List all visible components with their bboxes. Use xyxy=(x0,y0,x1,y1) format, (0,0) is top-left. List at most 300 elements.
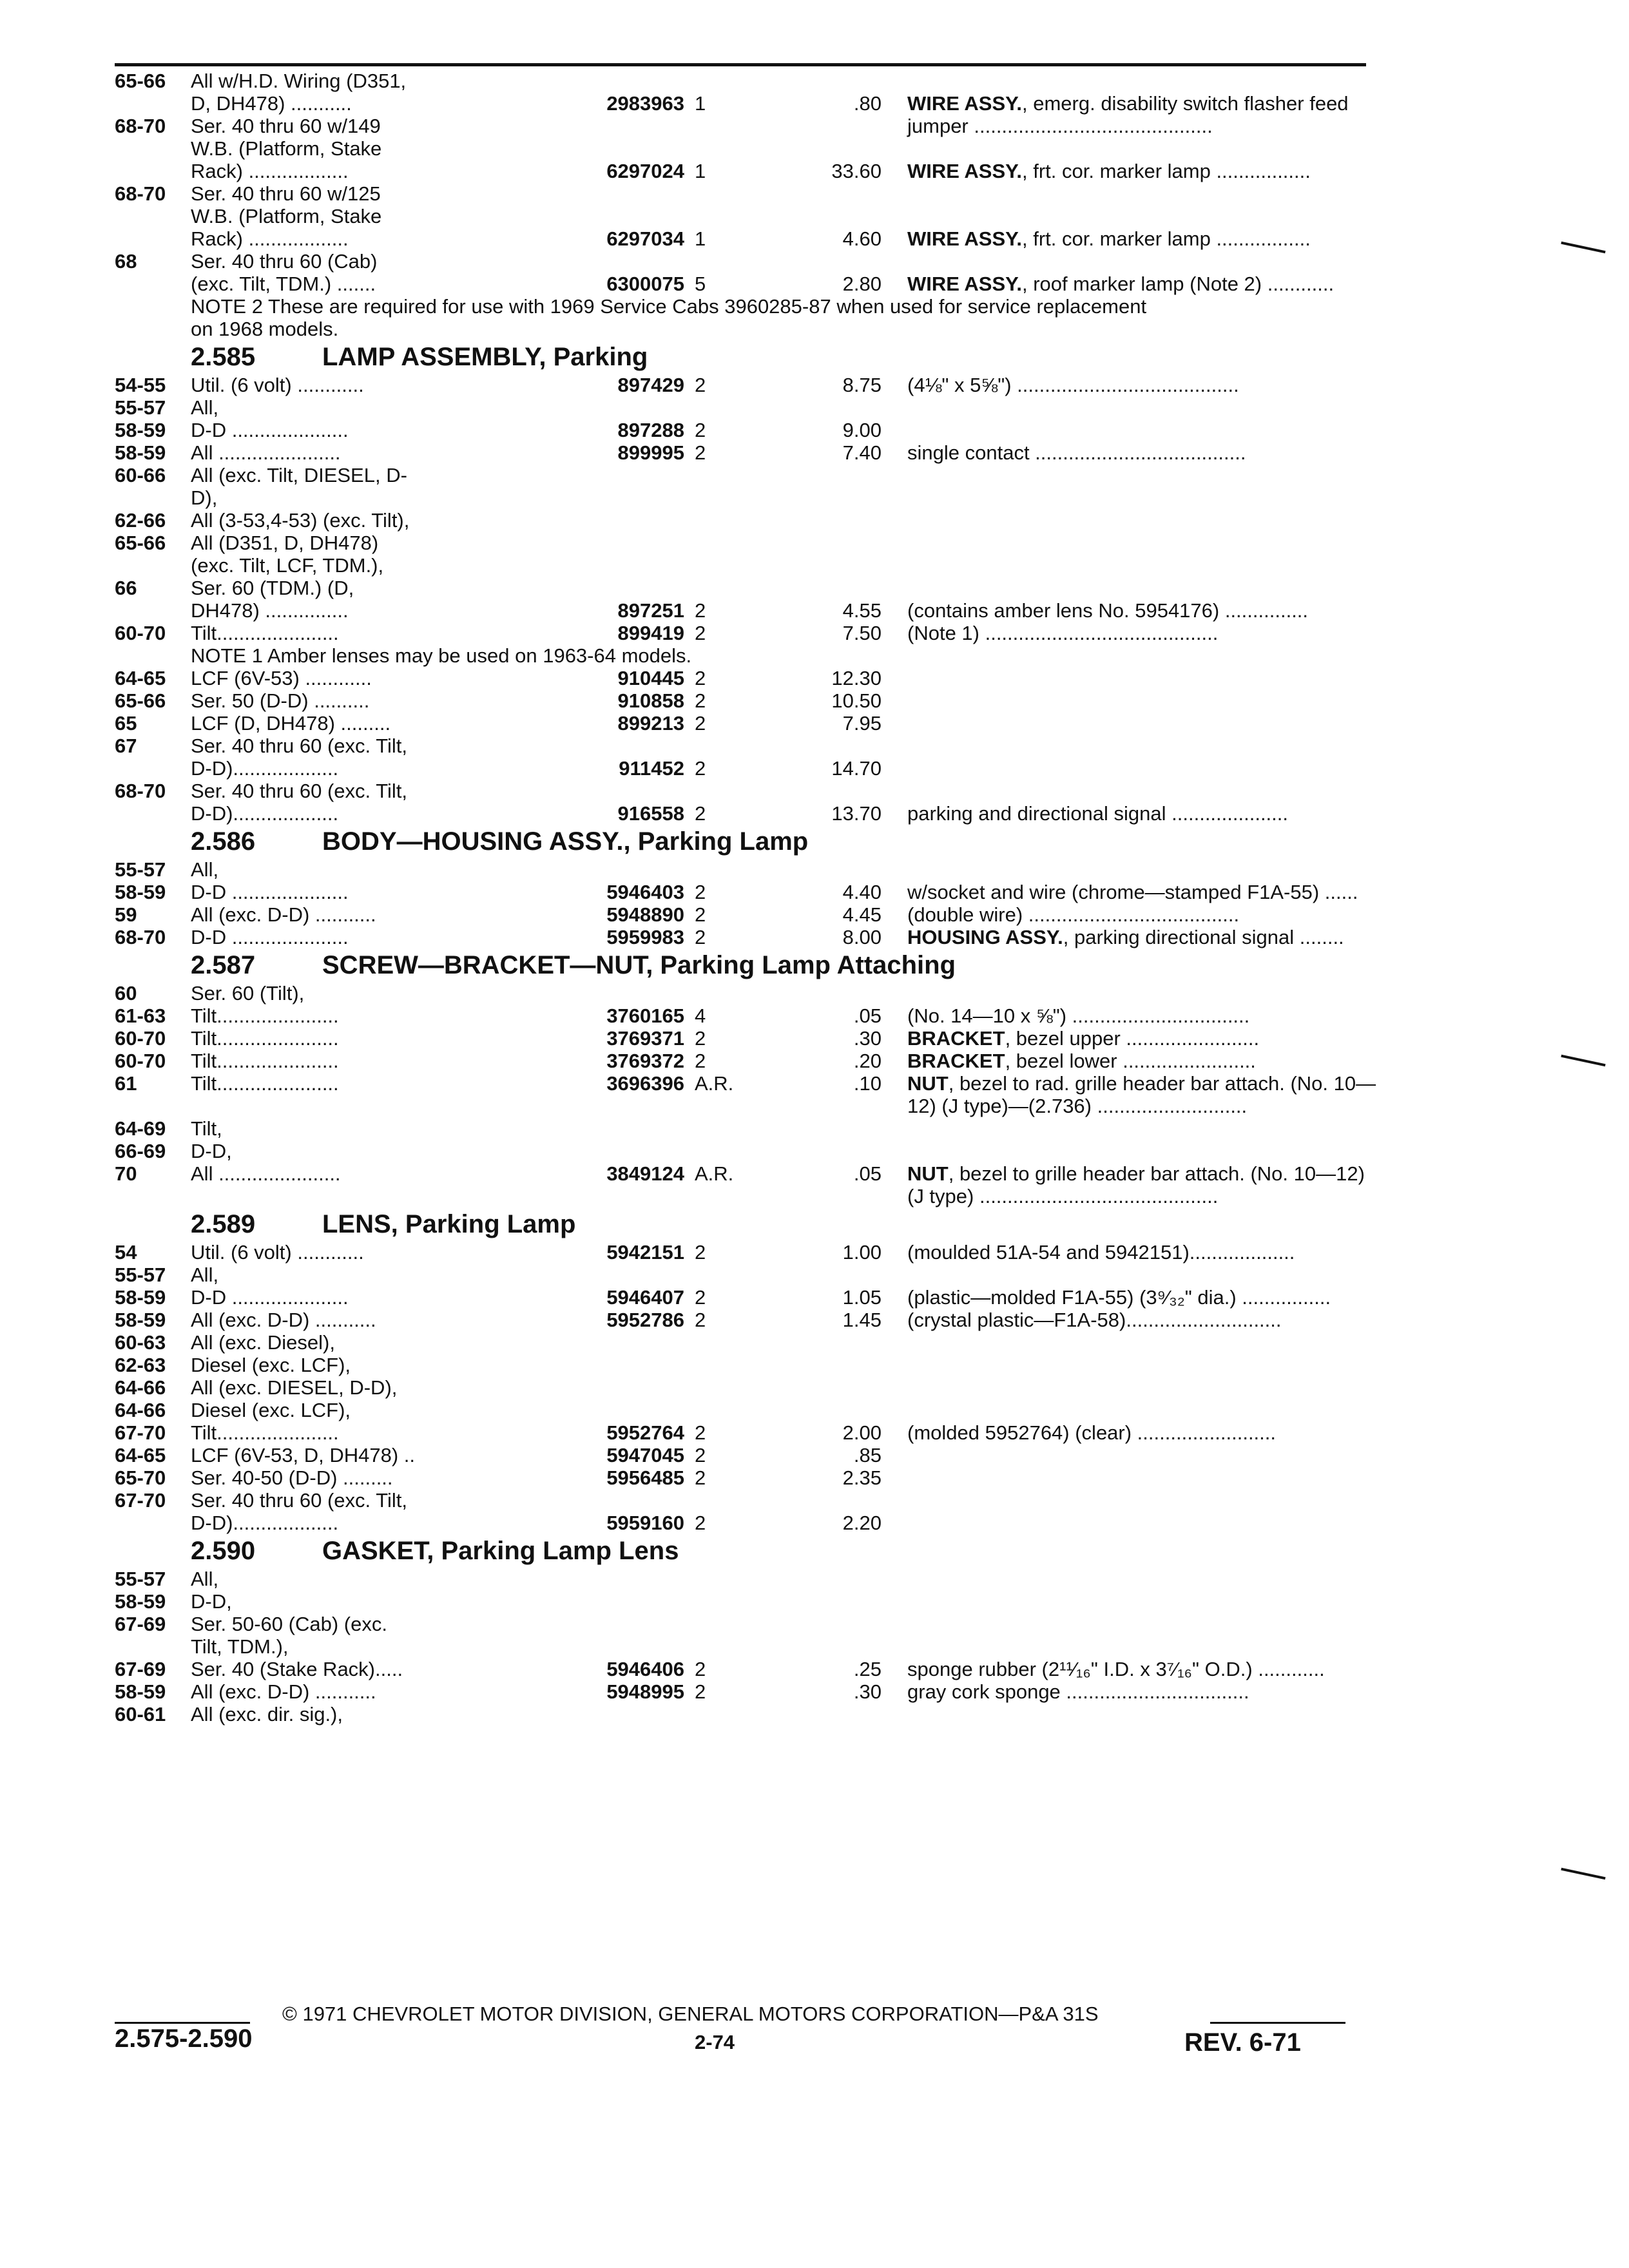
application: Ser. 50-60 (Cab) (exc. xyxy=(191,1613,387,1635)
page-number: 2-74 xyxy=(695,2031,735,2053)
parts-row xyxy=(115,1703,1365,1725)
model-years: 60-70 xyxy=(115,1050,166,1072)
parts-row xyxy=(115,441,1365,464)
margin-mark xyxy=(1561,1055,1605,1066)
parts-row xyxy=(115,70,1365,92)
remarks xyxy=(907,1421,1276,1444)
part-number: 897288 xyxy=(617,419,684,441)
section-title: SCREW—BRACKET—NUT, Parking Lamp Attaching xyxy=(322,951,956,979)
application: W.B. (Platform, Stake xyxy=(191,137,382,160)
quantity: 2 xyxy=(695,1286,706,1309)
remarks xyxy=(907,273,1334,295)
application: LCF (D, DH478) ......... xyxy=(191,712,391,735)
part-number: 5952764 xyxy=(606,1421,684,1444)
remarks-text: single contact ...................................... xyxy=(907,441,1246,464)
quantity: 2 xyxy=(695,757,706,780)
price: 2.80 xyxy=(842,273,882,295)
remarks xyxy=(907,115,1213,137)
application: Tilt...................... xyxy=(191,622,339,644)
application: D-D)................... xyxy=(191,757,339,780)
application: Ser. 40 thru 60 w/149 xyxy=(191,115,381,137)
part-number: 5948890 xyxy=(606,903,684,926)
remarks-text: , bezel to rad. grille header bar attach. (No. 10— xyxy=(948,1072,1376,1095)
item-name: NUT xyxy=(907,1162,949,1185)
remarks xyxy=(907,1286,1331,1309)
parts-row xyxy=(115,735,1365,757)
model-years: 54 xyxy=(115,1241,137,1264)
model-years: 67 xyxy=(115,735,137,757)
remarks xyxy=(907,1072,1376,1095)
quantity: 2 xyxy=(695,1027,706,1050)
price: 4.45 xyxy=(842,903,882,926)
parts-row xyxy=(115,1376,1365,1399)
parts-row xyxy=(115,599,1365,622)
remarks-text: (crystal plastic—F1A-58)............................ xyxy=(907,1309,1282,1331)
application: D-D)................... xyxy=(191,802,339,825)
application: All (3-53,4-53) (exc. Tilt), xyxy=(191,509,410,532)
parts-row xyxy=(115,1050,1365,1072)
remarks xyxy=(907,1095,1247,1117)
application: Ser. 40 thru 60 (exc. Tilt, xyxy=(191,1489,407,1512)
price: 33.60 xyxy=(831,160,882,182)
application: All (exc. DIESEL, D-D), xyxy=(191,1376,398,1399)
model-years: 68-70 xyxy=(115,780,166,802)
application: Ser. 40 thru 60 w/125 xyxy=(191,182,381,205)
price: 7.95 xyxy=(842,712,882,735)
parts-row xyxy=(115,1590,1365,1613)
remarks-text: , frt. cor. marker lamp ................. xyxy=(1022,160,1311,182)
model-years: 66-69 xyxy=(115,1140,166,1162)
parts-row xyxy=(115,137,1365,160)
remarks xyxy=(907,881,1358,903)
model-years: 65 xyxy=(115,712,137,735)
footer-rule-right xyxy=(1210,2022,1345,2024)
parts-row xyxy=(115,1489,1365,1512)
remarks xyxy=(907,1309,1282,1331)
quantity: 2 xyxy=(695,802,706,825)
remarks xyxy=(907,903,1239,926)
part-number: 3769371 xyxy=(606,1027,684,1050)
application: Ser. 60 (Tilt), xyxy=(191,982,305,1004)
parts-row xyxy=(115,532,1365,554)
model-years: 60-61 xyxy=(115,1703,166,1725)
section-number: 2.586 xyxy=(191,827,256,856)
remarks-text: sponge rubber (2¹¹⁄₁₆" I.D. x 3⁷⁄₁₆" O.D.) ............ xyxy=(907,1658,1325,1680)
parts-row xyxy=(115,160,1365,182)
quantity: 2 xyxy=(695,599,706,622)
model-years: 66 xyxy=(115,577,137,599)
parts-row xyxy=(115,250,1365,273)
application: All (exc. Diesel), xyxy=(191,1331,335,1354)
price: 9.00 xyxy=(842,419,882,441)
application: (exc. Tilt, TDM.) ....... xyxy=(191,273,376,295)
parts-row xyxy=(115,227,1365,250)
part-number: 5959160 xyxy=(606,1512,684,1534)
model-years: 58-59 xyxy=(115,881,166,903)
part-number: 6297024 xyxy=(606,160,684,182)
parts-row xyxy=(115,1072,1376,1095)
model-years: 55-57 xyxy=(115,1568,166,1590)
part-number: 5946407 xyxy=(606,1286,684,1309)
quantity: 2 xyxy=(695,926,706,948)
parts-row xyxy=(115,1264,1365,1286)
footer-rule-left xyxy=(115,2022,250,2024)
application: D-D ..................... xyxy=(191,419,349,441)
model-years: 65-70 xyxy=(115,1466,166,1489)
remarks xyxy=(907,599,1308,622)
remarks-text: 12) (J type)—(2.736) ........................... xyxy=(907,1095,1248,1117)
model-years: 58-59 xyxy=(115,1680,166,1703)
price: 10.50 xyxy=(831,689,882,712)
application: Ser. 40-50 (D-D) ......... xyxy=(191,1466,393,1489)
parts-row xyxy=(115,1286,1365,1309)
parts-row xyxy=(115,419,1365,441)
application: All, xyxy=(191,1264,219,1286)
parts-list xyxy=(115,70,1376,1725)
part-number: 5942151 xyxy=(606,1241,684,1264)
parts-row xyxy=(115,1309,1365,1331)
application: D, DH478) ........... xyxy=(191,92,352,115)
section-number: 2.590 xyxy=(191,1537,256,1565)
model-years: 60-66 xyxy=(115,464,166,486)
remarks-text: (No. 14—10 x ⅝") ................................ xyxy=(907,1004,1250,1027)
application: All (D351, D, DH478) xyxy=(191,532,379,554)
remarks-text: , bezel lower ........................ xyxy=(1005,1050,1256,1072)
parts-row xyxy=(115,1658,1365,1680)
item-name: NUT xyxy=(907,1072,949,1095)
parts-row xyxy=(115,182,1365,205)
application: All, xyxy=(191,396,219,419)
application: D-D ..................... xyxy=(191,1286,349,1309)
model-years: 68 xyxy=(115,250,137,273)
price: 4.55 xyxy=(842,599,882,622)
remarks-text: (molded 5952764) (clear) ......................... xyxy=(907,1421,1277,1444)
application: Ser. 40 thru 60 (exc. Tilt, xyxy=(191,780,407,802)
application: LCF (6V-53, D, DH478) .. xyxy=(191,1444,416,1466)
remarks xyxy=(907,1004,1249,1027)
model-years: 60-63 xyxy=(115,1331,166,1354)
quantity: 2 xyxy=(695,1050,706,1072)
part-number: 3849124 xyxy=(606,1162,684,1185)
application: Tilt...................... xyxy=(191,1050,339,1072)
parts-row xyxy=(115,622,1365,644)
model-years: 65-66 xyxy=(115,70,166,92)
application: All w/H.D. Wiring (D351, xyxy=(191,70,407,92)
item-name: HOUSING ASSY. xyxy=(907,926,1063,948)
application: (exc. Tilt, LCF, TDM.), xyxy=(191,554,384,577)
price: 4.40 xyxy=(842,881,882,903)
model-years: 68-70 xyxy=(115,115,166,137)
application: D-D ..................... xyxy=(191,881,349,903)
application: Ser. 40 thru 60 (exc. Tilt, xyxy=(191,735,407,757)
quantity: 2 xyxy=(695,1512,706,1534)
part-number: 910858 xyxy=(617,689,684,712)
model-years: 67-69 xyxy=(115,1613,166,1635)
parts-row xyxy=(115,396,1365,419)
parts-row xyxy=(115,273,1365,295)
parts-row xyxy=(115,689,1365,712)
parts-row xyxy=(115,903,1365,926)
remarks-text: , frt. cor. marker lamp ................. xyxy=(1022,227,1311,250)
model-years: 58-59 xyxy=(115,419,166,441)
application: Tilt...................... xyxy=(191,1027,339,1050)
model-years: 60-70 xyxy=(115,1027,166,1050)
price: 1.00 xyxy=(842,1241,882,1264)
quantity: 1 xyxy=(695,160,706,182)
item-name: WIRE ASSY. xyxy=(907,227,1022,250)
parts-row xyxy=(115,1466,1365,1489)
application: Ser. 40 (Stake Rack)..... xyxy=(191,1658,403,1680)
item-name: BRACKET xyxy=(907,1050,1005,1072)
parts-row xyxy=(115,1421,1365,1444)
model-years: 64-66 xyxy=(115,1399,166,1421)
remarks-text: w/socket and wire (chrome—stamped F1A-55) ...... xyxy=(907,881,1358,903)
application: D-D)................... xyxy=(191,1512,339,1534)
remarks-text: gray cork sponge ................................. xyxy=(907,1680,1249,1703)
parts-row xyxy=(115,1185,1365,1207)
model-years: 58-59 xyxy=(115,1590,166,1613)
application: W.B. (Platform, Stake xyxy=(191,205,382,227)
price: 13.70 xyxy=(831,802,882,825)
remarks xyxy=(907,1241,1295,1264)
part-number: 899419 xyxy=(617,622,684,644)
application: Ser. 50 (D-D) .......... xyxy=(191,689,370,712)
application: Util. (6 volt) ............ xyxy=(191,374,364,396)
application: Tilt...................... xyxy=(191,1004,339,1027)
note-text: on 1968 models. xyxy=(191,318,339,340)
model-years: 67-70 xyxy=(115,1489,166,1512)
price: .30 xyxy=(853,1027,882,1050)
application: Ser. 40 thru 60 (Cab) xyxy=(191,250,378,273)
parts-row xyxy=(115,1399,1365,1421)
parts-row xyxy=(115,1680,1365,1703)
remarks-text: (double wire) ...................................... xyxy=(907,903,1240,926)
quantity: 2 xyxy=(695,667,706,689)
parts-row xyxy=(115,554,1365,577)
part-number: 5946403 xyxy=(606,881,684,903)
application: Tilt, xyxy=(191,1117,222,1140)
section-heading xyxy=(115,825,1365,858)
quantity: 2 xyxy=(695,1421,706,1444)
part-number: 5946406 xyxy=(606,1658,684,1680)
price: 1.05 xyxy=(842,1286,882,1309)
price: 14.70 xyxy=(831,757,882,780)
quantity: 2 xyxy=(695,1466,706,1489)
parts-row xyxy=(115,780,1365,802)
part-number: 5956485 xyxy=(606,1466,684,1489)
price: 2.00 xyxy=(842,1421,882,1444)
application: All (exc. D-D) ........... xyxy=(191,1680,376,1703)
application: All, xyxy=(191,1568,219,1590)
application: All (exc. D-D) ........... xyxy=(191,903,376,926)
application: All ...................... xyxy=(191,441,341,464)
price: .20 xyxy=(853,1050,882,1072)
quantity: 2 xyxy=(695,1241,706,1264)
model-years: 65-66 xyxy=(115,532,166,554)
model-years: 55-57 xyxy=(115,1264,166,1286)
remarks xyxy=(907,441,1246,464)
section-title: GASKET, Parking Lamp Lens xyxy=(322,1537,679,1565)
section-number: 2.585 xyxy=(191,343,256,371)
model-years: 70 xyxy=(115,1162,137,1185)
section-heading xyxy=(115,340,1365,374)
application: All (exc. Tilt, DIESEL, D- xyxy=(191,464,407,486)
margin-mark xyxy=(1561,242,1605,253)
parts-row xyxy=(115,1117,1365,1140)
quantity: 2 xyxy=(695,419,706,441)
quantity: 2 xyxy=(695,374,706,396)
model-years: 65-66 xyxy=(115,689,166,712)
remarks-text: , bezel to grille header bar attach. (No. 10—12) xyxy=(948,1162,1365,1185)
parts-row xyxy=(115,205,1365,227)
model-years: 55-57 xyxy=(115,858,166,881)
application: D-D, xyxy=(191,1140,232,1162)
parts-row xyxy=(115,1444,1365,1466)
application: Rack) .................. xyxy=(191,160,349,182)
margin-mark xyxy=(1561,1868,1605,1879)
parts-row xyxy=(115,486,1365,509)
application: Tilt...................... xyxy=(191,1072,339,1095)
price: 1.45 xyxy=(842,1309,882,1331)
remarks-text: (plastic—molded F1A-55) (3⁹⁄₃₂" dia.) ................ xyxy=(907,1286,1331,1309)
model-years: 60 xyxy=(115,982,137,1004)
section-title: LENS, Parking Lamp xyxy=(322,1210,576,1238)
parts-row xyxy=(115,1140,1365,1162)
model-years: 62-66 xyxy=(115,509,166,532)
model-years: 64-69 xyxy=(115,1117,166,1140)
parts-row xyxy=(115,926,1365,948)
section-title: BODY—HOUSING ASSY., Parking Lamp xyxy=(322,827,809,856)
part-number: 2983963 xyxy=(606,92,684,115)
quantity: 2 xyxy=(695,881,706,903)
quantity: 1 xyxy=(695,227,706,250)
quantity: 4 xyxy=(695,1004,706,1027)
parts-row xyxy=(115,374,1365,396)
part-number: 5947045 xyxy=(606,1444,684,1466)
remarks xyxy=(907,160,1311,182)
model-years: 67-70 xyxy=(115,1421,166,1444)
price: .30 xyxy=(853,1680,882,1703)
parts-row xyxy=(115,667,1365,689)
remarks-text: , roof marker lamp (Note 2) ............ xyxy=(1022,273,1335,295)
price: .25 xyxy=(853,1658,882,1680)
item-name: WIRE ASSY. xyxy=(907,92,1022,115)
note-row xyxy=(115,644,1365,667)
section-number: 2.587 xyxy=(191,951,256,979)
price: 7.50 xyxy=(842,622,882,644)
price: 2.20 xyxy=(842,1512,882,1534)
part-number: 910445 xyxy=(617,667,684,689)
price: 2.35 xyxy=(842,1466,882,1489)
note-text: NOTE 1 Amber lenses may be used on 1963-64 models. xyxy=(191,644,692,667)
quantity: 5 xyxy=(695,273,706,295)
note-text: NOTE 2 These are required for use with 1969 Service Cabs 3960285-87 when used for service replacement xyxy=(191,295,1147,318)
parts-row xyxy=(115,1027,1365,1050)
application: Tilt...................... xyxy=(191,1421,339,1444)
application: D-D, xyxy=(191,1590,232,1613)
remarks xyxy=(907,374,1239,396)
model-years: 59 xyxy=(115,903,137,926)
remarks-text: , bezel upper ........................ xyxy=(1005,1027,1260,1050)
parts-row xyxy=(115,115,1365,137)
top-rule xyxy=(115,63,1366,66)
remarks-text: (J type) ........................................... xyxy=(907,1185,1219,1207)
remarks-text: (moulded 51A-54 and 5942151)................... xyxy=(907,1241,1295,1264)
part-number: 3696396 xyxy=(606,1072,684,1095)
part-number: 911452 xyxy=(619,757,684,780)
parts-row xyxy=(115,1004,1365,1027)
part-number: 916558 xyxy=(617,802,684,825)
remarks xyxy=(907,802,1288,825)
part-number: 3769372 xyxy=(606,1050,684,1072)
application: LCF (6V-53) ............ xyxy=(191,667,372,689)
remarks-text: , parking directional signal ........ xyxy=(1063,926,1344,948)
application: All (exc. D-D) ........... xyxy=(191,1309,376,1331)
remarks xyxy=(907,1050,1256,1072)
remarks-text: jumper ........................................... xyxy=(907,115,1213,137)
part-number: 897251 xyxy=(617,599,684,622)
parts-row xyxy=(115,1162,1365,1185)
parts-row xyxy=(115,577,1365,599)
application: Tilt, TDM.), xyxy=(191,1635,289,1658)
part-number: 3760165 xyxy=(606,1004,684,1027)
section-heading xyxy=(115,1534,1365,1568)
copyright-text: © 1971 CHEVROLET MOTOR DIVISION, GENERAL MOTORS CORPORATION—P&A 31S xyxy=(282,2003,1099,2025)
section-heading xyxy=(115,948,1365,982)
model-years: 64-66 xyxy=(115,1376,166,1399)
price: .85 xyxy=(853,1444,882,1466)
item-name: WIRE ASSY. xyxy=(907,160,1022,182)
price: 8.00 xyxy=(842,926,882,948)
application: Rack) .................. xyxy=(191,227,349,250)
price: .05 xyxy=(853,1004,882,1027)
model-years: 68-70 xyxy=(115,926,166,948)
application: D-D ..................... xyxy=(191,926,349,948)
part-number: 899213 xyxy=(617,712,684,735)
parts-row xyxy=(115,464,1365,486)
part-number: 897429 xyxy=(617,374,684,396)
remarks xyxy=(907,1027,1259,1050)
parts-row xyxy=(115,1568,1365,1590)
quantity: 2 xyxy=(695,903,706,926)
quantity: 2 xyxy=(695,1680,706,1703)
section-range: 2.575-2.590 xyxy=(115,2024,253,2053)
parts-row xyxy=(115,802,1365,825)
quantity: A.R. xyxy=(695,1162,734,1185)
model-years: 54-55 xyxy=(115,374,166,396)
note-row xyxy=(115,318,1365,340)
section-number: 2.589 xyxy=(191,1210,256,1238)
model-years: 61-63 xyxy=(115,1004,166,1027)
quantity: 2 xyxy=(695,441,706,464)
model-years: 64-65 xyxy=(115,667,166,689)
parts-row xyxy=(115,712,1365,735)
application: Util. (6 volt) ............ xyxy=(191,1241,364,1264)
application: Ser. 60 (TDM.) (D, xyxy=(191,577,354,599)
part-number: 5952786 xyxy=(606,1309,684,1331)
model-years: 62-63 xyxy=(115,1354,166,1376)
model-years: 61 xyxy=(115,1072,137,1095)
model-years: 68-70 xyxy=(115,182,166,205)
revision-label: REV. 6-71 xyxy=(1184,2028,1301,2057)
part-number: 6300075 xyxy=(606,273,684,295)
application: All, xyxy=(191,858,219,881)
part-number: 899995 xyxy=(617,441,684,464)
application: All (exc. dir. sig.), xyxy=(191,1703,343,1725)
remarks-text: (4⅛" x 5⅝") ........................................ xyxy=(907,374,1239,396)
item-name: BRACKET xyxy=(907,1027,1005,1050)
parts-row xyxy=(115,1635,1365,1658)
